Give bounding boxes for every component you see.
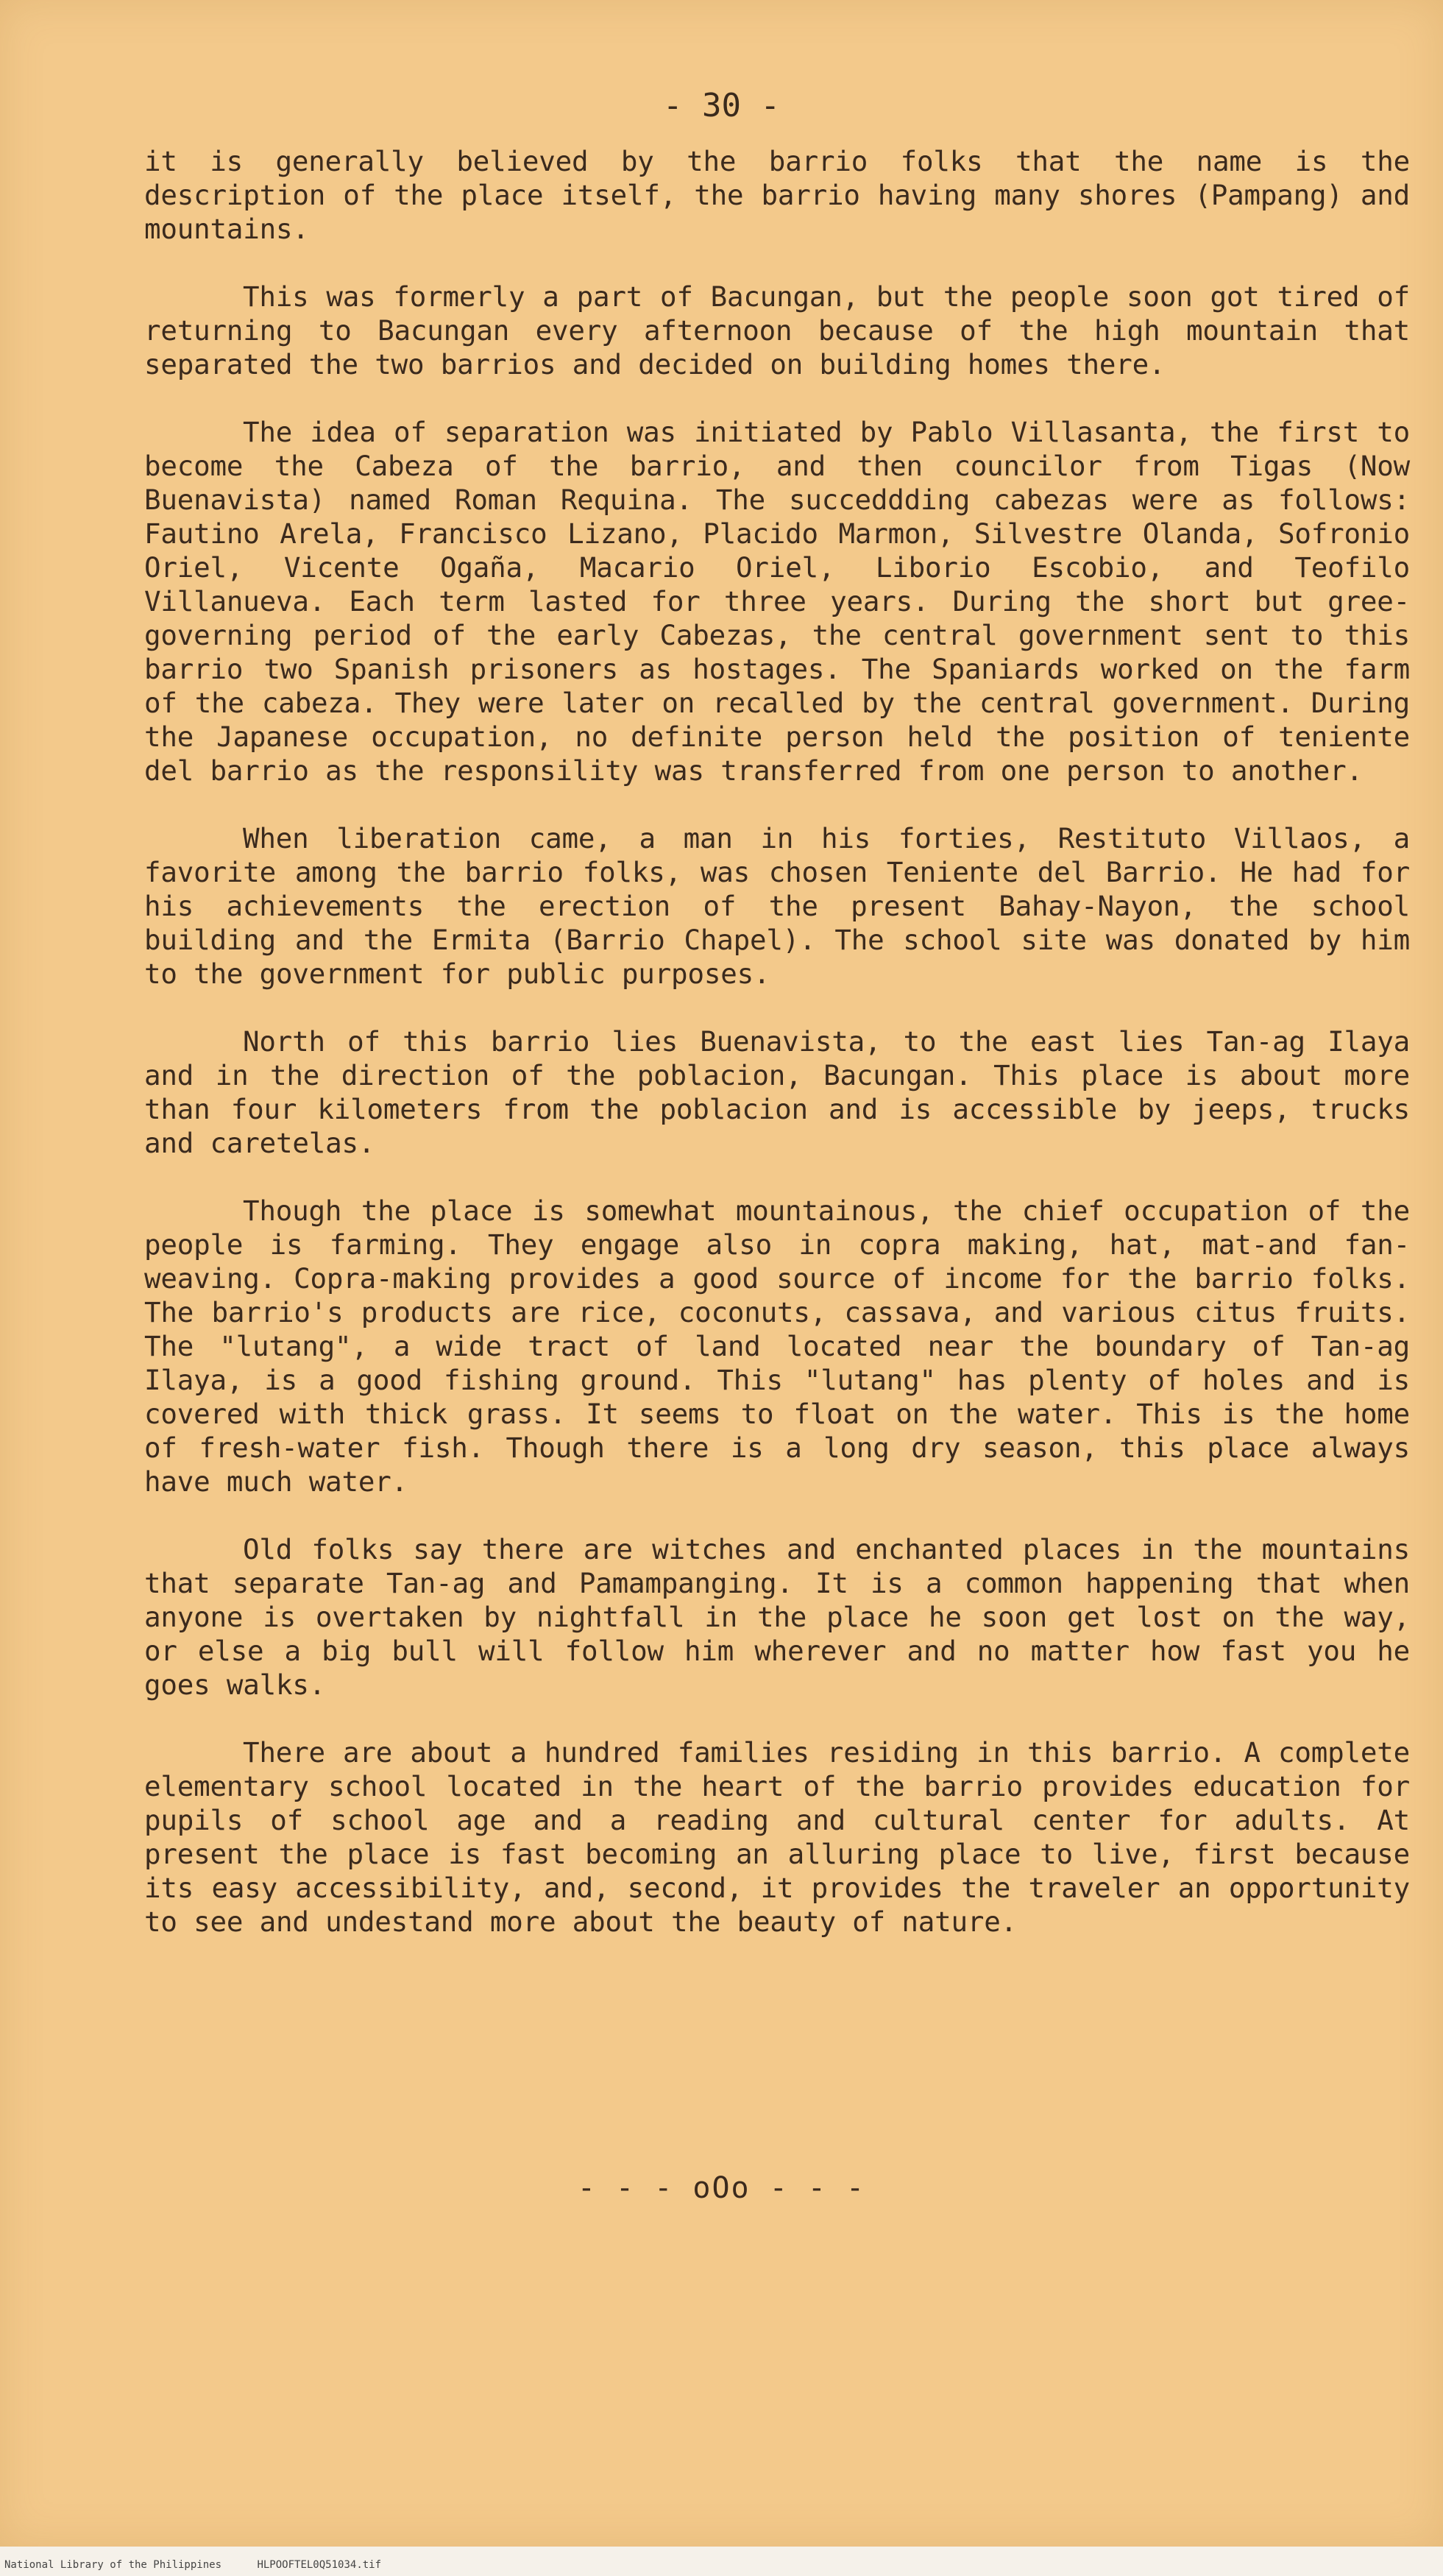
body-text [144, 144, 1410, 1972]
paragraph-3: The idea of separation was initiated by Pablo Villasanta, the first to become the Cabeza of the barrio, and then councilor from Tigas (Now Buenavista) named Roman Requina. The succeddding cabezas were as follows: Fautino Arela, Francisco Lizano, Placido Marmon, Silvestre Olanda, Sofronio Oriel, Vicente Ogaña, Macario Oriel, Liborio Escobio, and Teofilo Villanueva. Each term lasted for three years. During the short but gree-governing period of the early Cabezas, the central government sent to this barrio two Spanish prisoners as hostages. The Spaniards worked on the farm of the cabeza. They were later on recalled by the central government. During the Japanese occupation, no definite person held the position of teniente del barrio as the responsility was transferred from one person to another. [144, 416, 1410, 787]
paragraph-7: Old folks say there are witches and enchanted places in the mountains that separate Tan-ag and Pamampanging. It is a common happening that when anyone is overtaken by nightfall in the place he soon get lost on the way, or else a big bull will follow him wherever and no matter how fast you he goes walks. [144, 1533, 1410, 1701]
footer-file-id: HLPOOFTEL0Q51034.tif [257, 2559, 382, 2571]
paragraph-6: Though the place is somewhat mountainous, the chief occupation of the people is farming. They engage also in copra making, hat, mat-and fan-weaving. Copra-making provides a good source of income for the barrio folks. The barrio's products are rice, coconuts, cassava, and various citus fruits. The "lutang", a wide tract of land located near the boundary of Tan-ag Ilaya, is a good fishing ground. This "lutang" has plenty of holes and is covered with thick grass. It seems to float on the water. This is the home of fresh-water fish. Though there is a long dry season, this place always have much water. [144, 1195, 1410, 1498]
page-number: - 30 - [663, 87, 780, 124]
paragraph-4: When liberation came, a man in his forties, Restituto Villaos, a favorite among the barrio folks, was chosen Teniente del Barrio. He had for his achievements the erection of the present Bahay-Nayon, the school building and the Ermita (Barrio Chapel). The school site was donated by him to the government for public purposes. [144, 822, 1410, 990]
end-divider: - - - oOo - - - [577, 2171, 866, 2205]
paragraph-2: This was formerly a part of Bacungan, but the people soon got tired of returning to Bacungan every afternoon because of the high mountain that separated the two barrios and decided on building homes there. [144, 280, 1410, 381]
footer-library-name: National Library of the Philippines [4, 2559, 222, 2571]
paragraph-5: North of this barrio lies Buenavista, to the east lies Tan-ag Ilaya and in the direction of the poblacion, Bacungan. This place is about more than four kilometers from the poblacion and is accessible by jeeps, trucks and caretelas. [144, 1025, 1410, 1159]
paragraph-1: it is generally believed by the barrio folks that the name is the description of the place itself, the barrio having many shores (Pampang) and mountains. [144, 145, 1410, 245]
paragraph-8: There are about a hundred families residing in this barrio. A complete elementary school located in the heart of the barrio provides education for pupils of school age and a reading and cultural center for adults. At present the place is fast becoming an alluring place to live, first because its easy accessibility, and, second, it provides the traveler an opportunity to see and undestand more about the beauty of nature. [144, 1736, 1410, 1938]
scan-footer [0, 2554, 1443, 2576]
